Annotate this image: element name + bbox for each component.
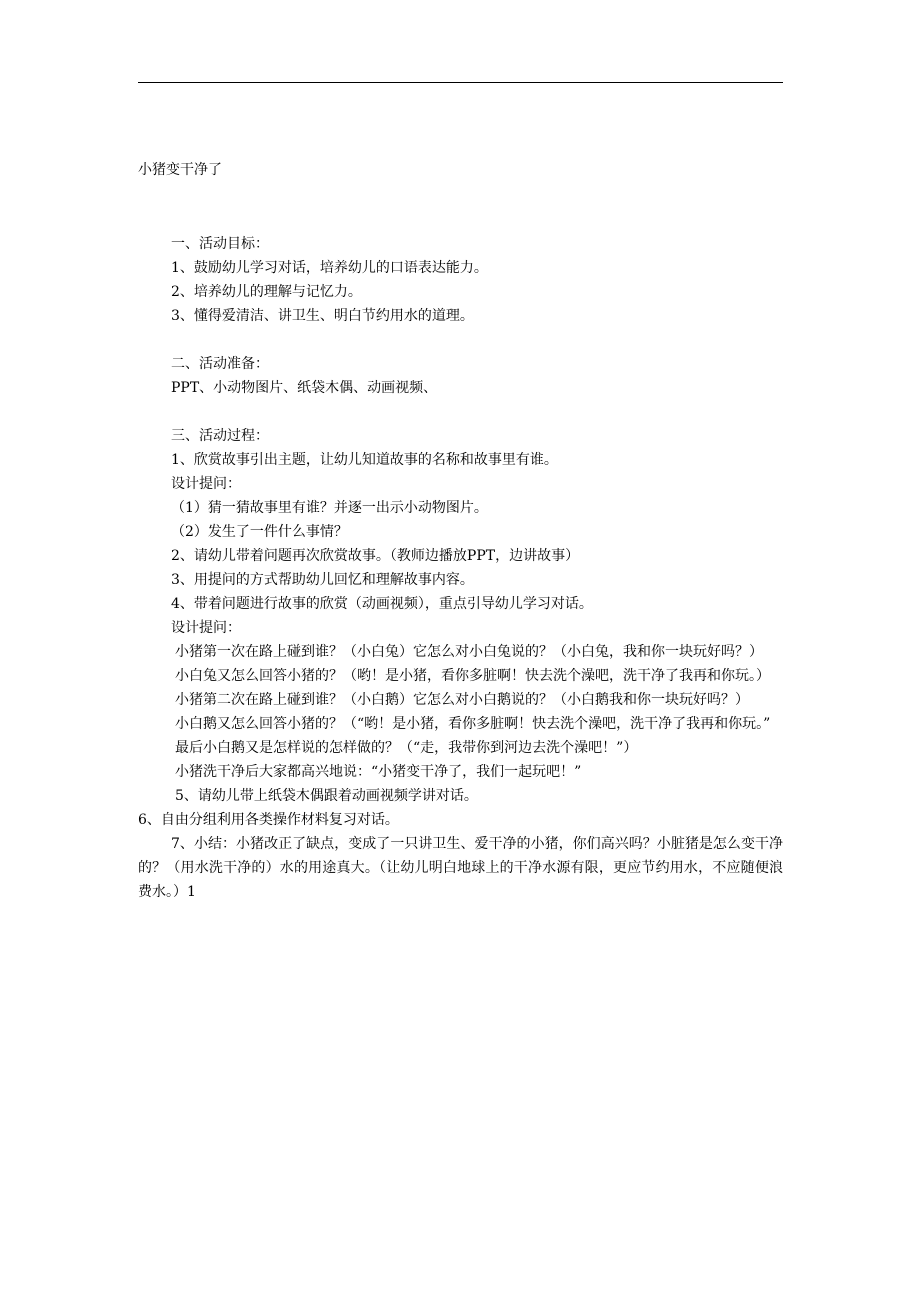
process-line: 设计提问： bbox=[171, 620, 241, 636]
process-item-6: 6、自由分组利用各类操作材料复习对话。 bbox=[138, 812, 399, 828]
dialogue-paragraph: 最后小白鹅又是怎样说的怎样做的？（“走，我带你到河边去洗个澡吧！”） bbox=[175, 740, 638, 756]
goal-item: 1、鼓励幼儿学习对话，培养幼儿的口语表达能力。 bbox=[171, 260, 488, 276]
header-rule bbox=[138, 82, 783, 83]
spacer bbox=[138, 400, 783, 424]
goal-item: 3、懂得爱清洁、讲卫生、明白节约用水的道理。 bbox=[171, 308, 474, 324]
process-line: 2、请幼儿带着问题再次欣赏故事。（教师边播放PPT，边讲故事） bbox=[171, 548, 580, 564]
process-line: （1）猜一猜故事里有谁？并逐一出示小动物图片。 bbox=[171, 500, 488, 516]
dialogue-paragraph: 小猪第一次在路上碰到谁？（小白兔）它怎么对小白兔说的？（小白兔，我和你一块玩好吗？） bbox=[175, 644, 763, 660]
dialogue-paragraph: 小猪第二次在路上碰到谁？（小白鹅）它怎么对小白鹅说的？（小白鹅我和你一块玩好吗？） bbox=[175, 692, 749, 708]
dialogue-paragraph: 小白鹅又怎么回答小猪的？（“哟！是小猪，看你多脏啊！快去洗个澡吧，洗干净了我再和你玩。” bbox=[175, 716, 771, 732]
section-heading-goals: 一、活动目标： bbox=[171, 236, 269, 252]
process-line: 设计提问： bbox=[171, 476, 241, 492]
goal-item: 2、培养幼儿的理解与记忆力。 bbox=[171, 284, 362, 300]
section-heading-preparation: 二、活动准备： bbox=[171, 356, 269, 372]
document-body bbox=[138, 232, 783, 904]
document-title: 小猪变干净了 bbox=[138, 162, 222, 178]
process-line: 4、带着问题进行故事的欣赏（动画视频），重点引导幼儿学习对话。 bbox=[171, 596, 593, 612]
summary-paragraph: 7、小结：小猪改正了缺点，变成了一只讲卫生、爱干净的小猪，你们高兴吗？小脏猪是怎么变干净的？（用水洗干净的）水的用途真大。（让幼儿明白地球上的干净水源有限，更应节约用水，不应随便浪费水。）1 bbox=[138, 836, 783, 900]
preparation-item: PPT、小动物图片、纸袋木偶、动画视频、 bbox=[171, 380, 438, 396]
dialogue-paragraph: 小猪洗干净后大家都高兴地说：“小猪变干净了，我们一起玩吧！” bbox=[175, 764, 582, 780]
process-line: （2）发生了一件什么事情？ bbox=[171, 524, 348, 540]
dialogue-paragraph: 5、请幼儿带上纸袋木偶跟着动画视频学讲对话。 bbox=[175, 788, 478, 804]
section-heading-process: 三、活动过程： bbox=[171, 428, 269, 444]
process-line: 1、欣赏故事引出主题，让幼儿知道故事的名称和故事里有谁。 bbox=[171, 452, 558, 468]
dialogue-paragraph: 小白兔又怎么回答小猪的？（哟！是小猪，看你多脏啊！快去洗个澡吧，洗干净了我再和你玩。） bbox=[175, 668, 770, 684]
process-line: 3、用提问的方式帮助幼儿回忆和理解故事内容。 bbox=[171, 572, 474, 588]
spacer bbox=[138, 328, 783, 352]
